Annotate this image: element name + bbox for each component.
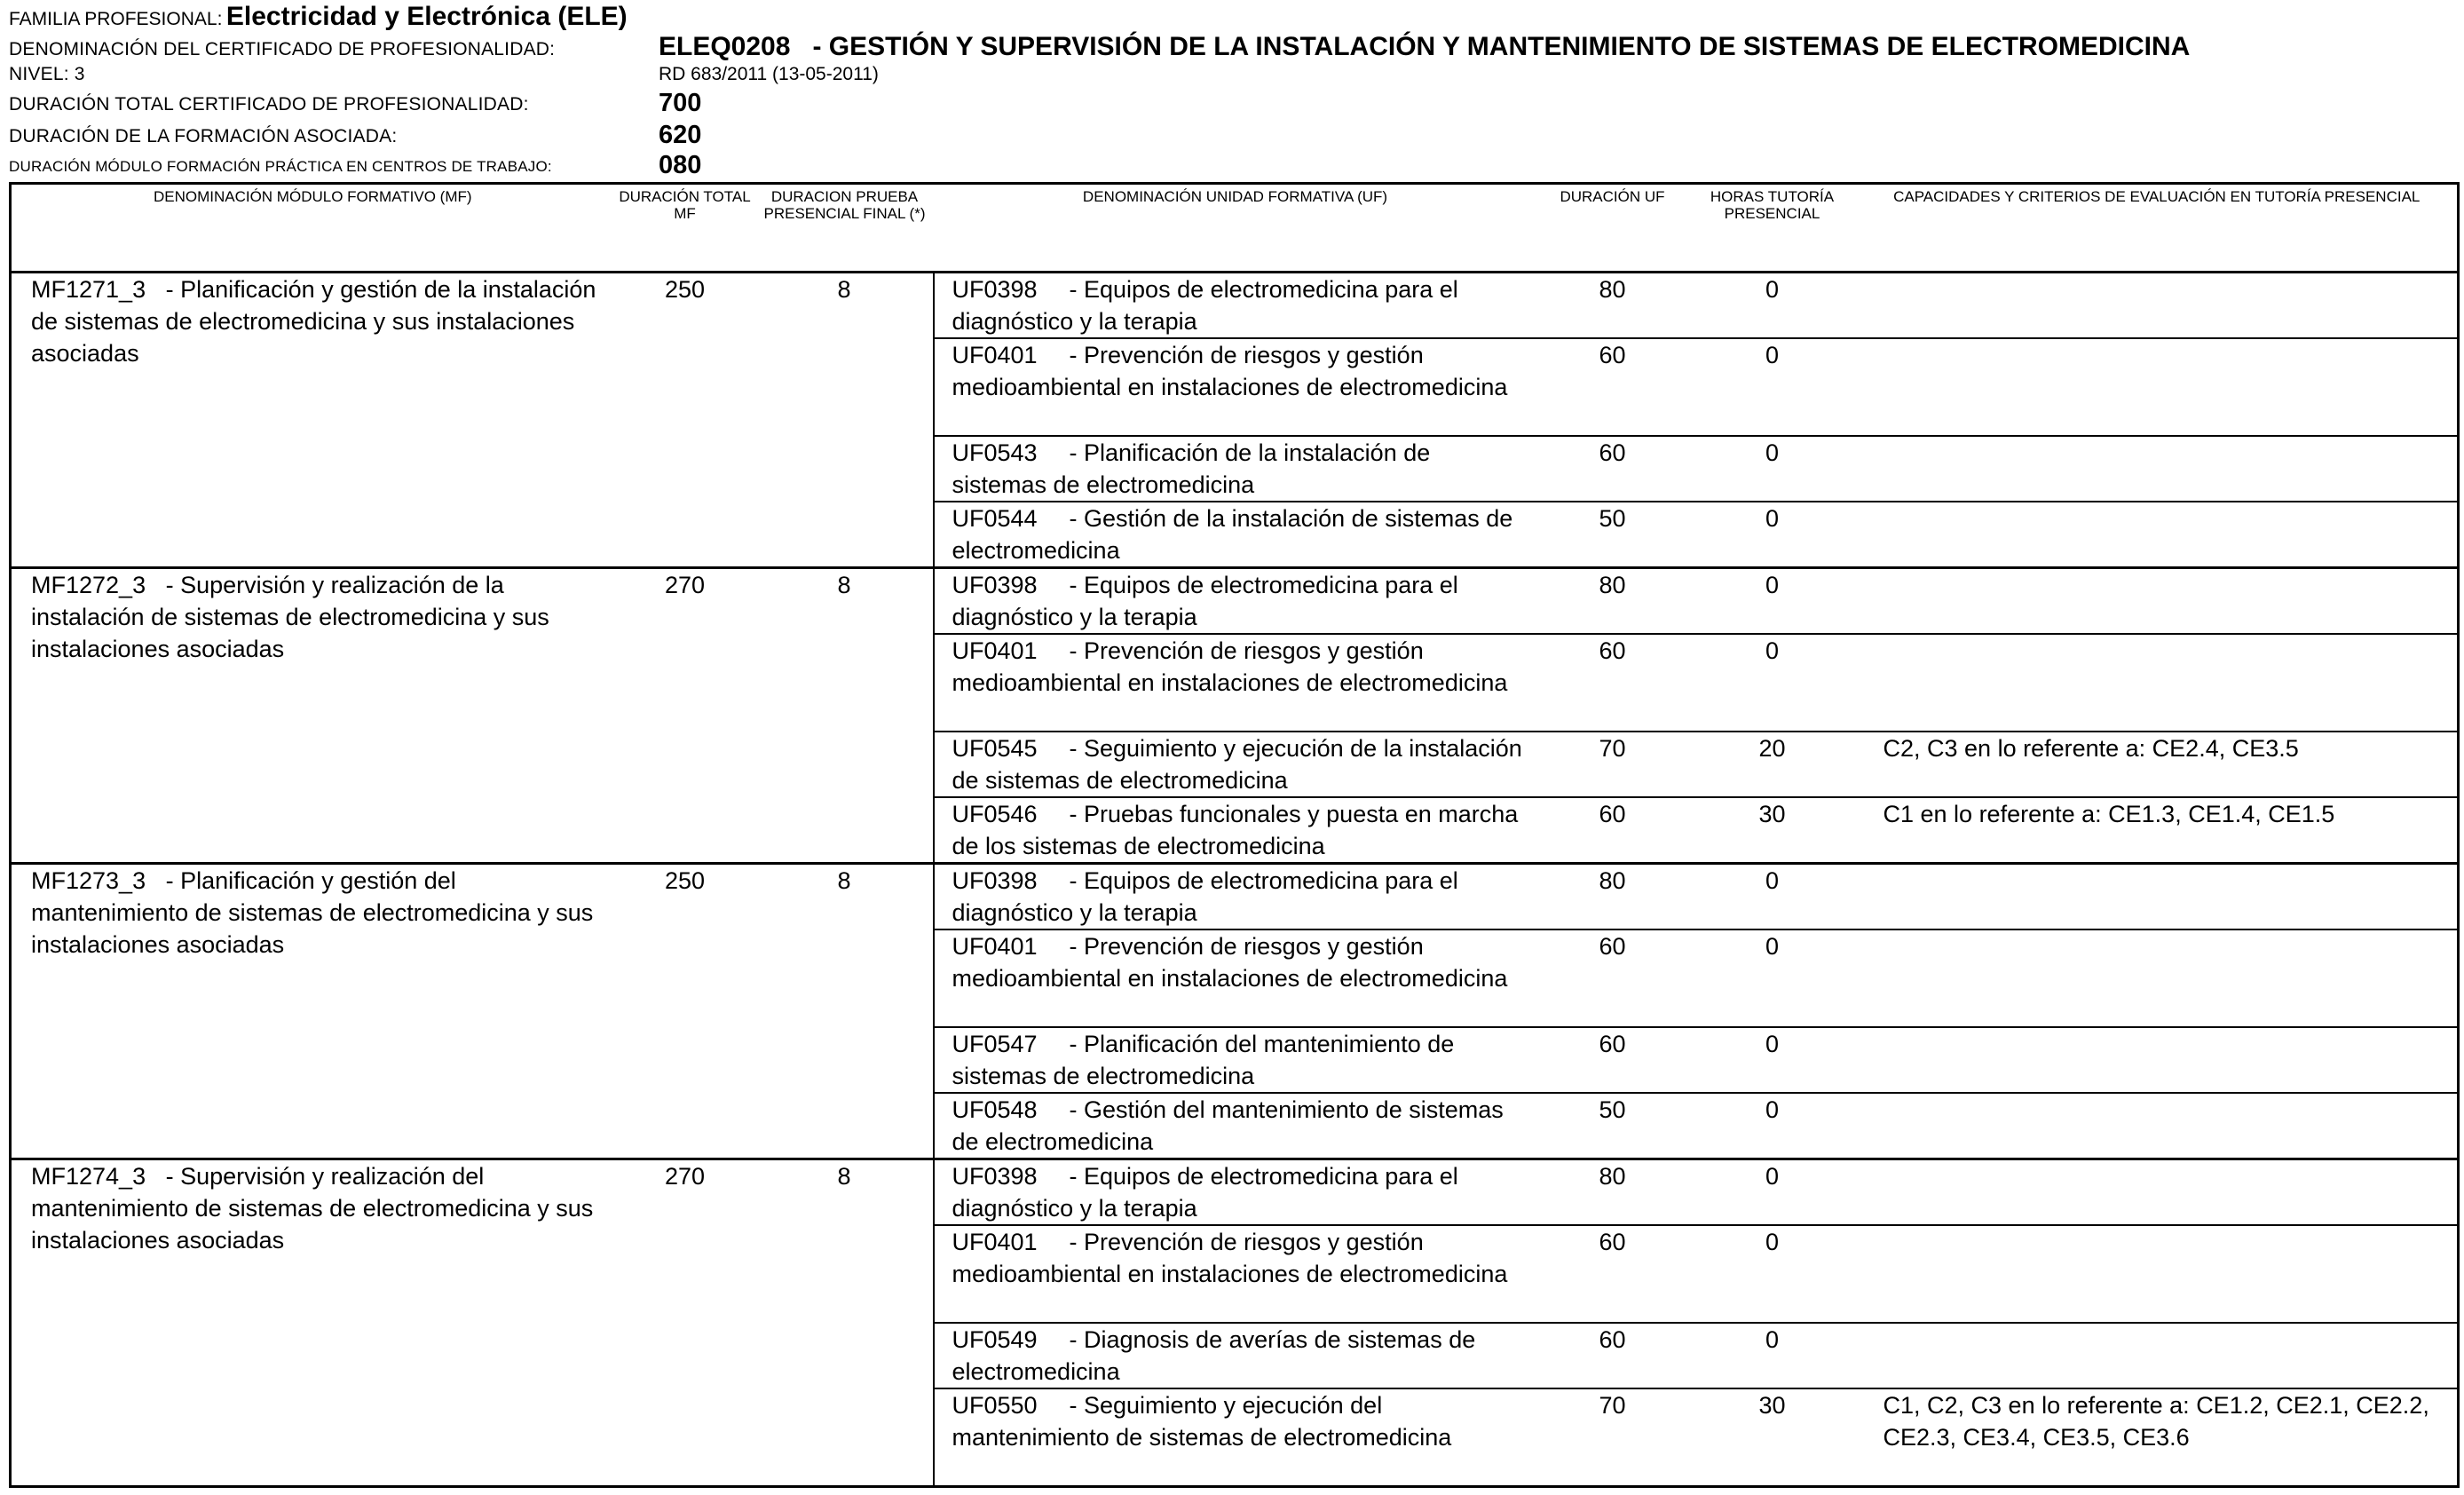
- uf-duration: 60: [1537, 797, 1688, 864]
- duracion-total-value: 700: [659, 89, 702, 117]
- familia-label: FAMILIA PROFESIONAL:: [9, 9, 223, 29]
- uf-code: UF0401: [952, 637, 1038, 664]
- uf-name: - Equipos de electromedicina para el diagnóstico y la terapia: [952, 1163, 1458, 1222]
- uf-code: UF0550: [952, 1392, 1038, 1419]
- uf-capacidades: [1857, 864, 2459, 930]
- uf-capacidades: [1857, 929, 2459, 1027]
- uf-tutoria: 0: [1688, 634, 1857, 732]
- uf-duration: 80: [1537, 864, 1688, 930]
- uf-tutoria: 0: [1688, 1027, 1857, 1093]
- uf-name: - Seguimiento y ejecución de la instalación de sistemas de electromedicina: [952, 735, 1522, 794]
- uf-capacidades: C1 en lo referente a: CE1.3, CE1.4, CE1.5: [1857, 797, 2459, 864]
- uf-name: - Equipos de electromedicina para el diagnóstico y la terapia: [952, 867, 1458, 926]
- uf-cell: [934, 634, 1537, 732]
- uf-code: UF0543: [952, 439, 1038, 466]
- col-header-prueba: DURACION PRUEBA PRESENCIAL FINAL (*): [756, 184, 934, 273]
- uf-name: - Seguimiento y ejecución del mantenimiento de sistemas de electromedicina: [952, 1392, 1452, 1451]
- module-cell: [11, 568, 614, 864]
- uf-duration: 70: [1537, 1388, 1688, 1487]
- uf-code: UF0401: [952, 1229, 1038, 1255]
- uf-duration: 60: [1537, 634, 1688, 732]
- certificate-code: ELEQ0208: [659, 32, 791, 61]
- uf-tutoria: 0: [1688, 1159, 1857, 1226]
- uf-tutoria: 0: [1688, 1323, 1857, 1388]
- duracion-total-label: DURACIÓN TOTAL CERTIFICADO DE PROFESIONALIDAD:: [9, 94, 529, 115]
- module-prueba: 8: [756, 864, 934, 1159]
- uf-name: - Diagnosis de averías de sistemas de electromedicina: [952, 1326, 1476, 1385]
- uf-tutoria: 0: [1688, 864, 1857, 930]
- module-duration: 250: [614, 864, 756, 1159]
- uf-code: UF0401: [952, 933, 1038, 960]
- uf-cell: [934, 1027, 1537, 1093]
- uf-cell: [934, 864, 1537, 930]
- table-header-row: [11, 184, 2459, 273]
- col-header-dur-uf: DURACIÓN UF: [1537, 184, 1688, 273]
- module-code: MF1273_3: [31, 867, 146, 894]
- col-header-mf: DENOMINACIÓN MÓDULO FORMATIVO (MF): [11, 184, 614, 273]
- nivel-label: NIVEL: 3: [9, 64, 85, 84]
- uf-name: - Prevención de riesgos y gestión medioambiental en instalaciones de electromedicina: [952, 1229, 1508, 1287]
- uf-code: UF0398: [952, 867, 1038, 894]
- module-cell: [11, 273, 614, 568]
- col-header-uf: DENOMINACIÓN UNIDAD FORMATIVA (UF): [934, 184, 1537, 273]
- uf-cell: [934, 568, 1537, 635]
- module-prueba: 8: [756, 1159, 934, 1487]
- uf-capacidades: [1857, 568, 2459, 635]
- uf-duration: 50: [1537, 1093, 1688, 1159]
- uf-capacidades: [1857, 1027, 2459, 1093]
- uf-code: UF0398: [952, 1163, 1038, 1190]
- uf-duration: 60: [1537, 929, 1688, 1027]
- module-code: MF1272_3: [31, 572, 146, 598]
- uf-name: - Planificación del mantenimiento de sistemas de electromedicina: [952, 1031, 1455, 1089]
- uf-cell: [934, 273, 1537, 339]
- uf-capacidades: [1857, 338, 2459, 436]
- uf-cell: [934, 1159, 1537, 1226]
- uf-cell: [934, 1093, 1537, 1159]
- uf-capacidades: [1857, 436, 2459, 502]
- uf-capacidades: [1857, 1159, 2459, 1226]
- module-prueba: 8: [837, 276, 851, 303]
- certificate-name: - GESTIÓN Y SUPERVISIÓN DE LA INSTALACIÓN Y MANTENIMIENTO DE SISTEMAS DE ELECTROMEDICINA: [812, 32, 2191, 61]
- module-prueba: 8: [756, 568, 934, 864]
- duracion-practica-value: 080: [659, 151, 702, 179]
- uf-cell: [934, 732, 1537, 797]
- uf-code: UF0549: [952, 1326, 1038, 1353]
- uf-tutoria: 0: [1688, 502, 1857, 568]
- denominacion-label: DENOMINACIÓN DEL CERTIFICADO DE PROFESIONALIDAD:: [9, 39, 556, 59]
- module-code: MF1274_3: [31, 1163, 146, 1190]
- uf-name: - Planificación de la instalación de sistemas de electromedicina: [952, 439, 1431, 498]
- uf-capacidades: [1857, 273, 2459, 339]
- uf-cell: [934, 1388, 1537, 1487]
- uf-duration: 60: [1537, 1027, 1688, 1093]
- uf-cell: [934, 502, 1537, 568]
- module-code: MF1271_3: [31, 276, 146, 303]
- uf-duration: 60: [1537, 338, 1688, 436]
- uf-name: - Pruebas funcionales y puesta en marcha de los sistemas de electromedicina: [952, 801, 1519, 859]
- module-name: - Supervisión y realización de la instalación de sistemas de electromedicina y sus instalaciones asociadas: [31, 572, 549, 662]
- duracion-formacion-value: 620: [659, 121, 702, 149]
- module-name: - Planificación y gestión de la instalación de sistemas de electromedicina y sus instalaciones asociadas: [31, 276, 596, 367]
- uf-name: - Prevención de riesgos y gestión medioambiental en instalaciones de electromedicina: [952, 933, 1508, 992]
- uf-cell: [934, 1323, 1537, 1388]
- module-duration: 270: [614, 568, 756, 864]
- module-cell: [11, 1159, 614, 1487]
- uf-cell: [934, 338, 1537, 436]
- uf-name: - Gestión de la instalación de sistemas de electromedicina: [952, 505, 1513, 564]
- uf-tutoria: 0: [1688, 568, 1857, 635]
- uf-cell: [934, 929, 1537, 1027]
- uf-duration: 80: [1537, 568, 1688, 635]
- module-name: - Planificación y gestión del mantenimiento de sistemas de electromedicina y sus instalaciones asociadas: [31, 867, 594, 958]
- rd-text: RD 683/2011 (13-05-2011): [659, 64, 879, 84]
- uf-duration: 60: [1537, 1323, 1688, 1388]
- uf-duration: 80: [1537, 1159, 1688, 1226]
- uf-capacidades: [1857, 1323, 2459, 1388]
- uf-duration: 70: [1537, 732, 1688, 797]
- col-header-tutoria: HORAS TUTORÍA PRESENCIAL: [1688, 184, 1857, 273]
- col-header-capacidades: CAPACIDADES Y CRITERIOS DE EVALUACIÓN EN TUTORÍA PRESENCIAL: [1857, 184, 2459, 273]
- uf-capacidades: [1857, 634, 2459, 732]
- duracion-formacion-label: DURACIÓN DE LA FORMACIÓN ASOCIADA:: [9, 126, 398, 146]
- uf-tutoria: 0: [1688, 1225, 1857, 1323]
- uf-capacidades: C2, C3 en lo referente a: CE2.4, CE3.5: [1857, 732, 2459, 797]
- uf-code: UF0544: [952, 505, 1038, 532]
- uf-duration: 60: [1537, 1225, 1688, 1323]
- uf-tutoria: 0: [1688, 1093, 1857, 1159]
- module-duration: 250: [664, 276, 706, 303]
- uf-tutoria: 0: [1688, 929, 1857, 1027]
- module-duration: 270: [614, 1159, 756, 1487]
- uf-tutoria: 0: [1765, 276, 1780, 303]
- table-row: [11, 568, 2459, 635]
- uf-code: UF0547: [952, 1031, 1038, 1057]
- uf-duration: 80: [1599, 276, 1626, 303]
- table-row: [11, 273, 2459, 339]
- uf-duration: 60: [1537, 436, 1688, 502]
- uf-tutoria: 20: [1688, 732, 1857, 797]
- uf-capacidades: [1857, 1225, 2459, 1323]
- uf-tutoria: 30: [1688, 797, 1857, 864]
- uf-name: - Prevención de riesgos y gestión medioambiental en instalaciones de electromedicina: [952, 342, 1508, 400]
- uf-code: UF0545: [952, 735, 1038, 762]
- uf-capacidades: [1857, 502, 2459, 568]
- module-cell: [11, 864, 614, 1159]
- uf-name: - Gestión del mantenimiento de sistemas de electromedicina: [952, 1096, 1504, 1155]
- uf-cell: [934, 436, 1537, 502]
- uf-code: UF0398: [952, 572, 1038, 598]
- training-plan-table: [9, 182, 2460, 1488]
- duracion-practica-label: DURACIÓN MÓDULO FORMACIÓN PRÁCTICA EN CENTROS DE TRABAJO:: [9, 158, 552, 175]
- uf-code: UF0546: [952, 801, 1038, 827]
- familia-line: [9, 2, 628, 32]
- uf-tutoria: 0: [1688, 436, 1857, 502]
- uf-duration: 50: [1537, 502, 1688, 568]
- familia-value: Electricidad y Electrónica (ELE): [225, 2, 628, 31]
- uf-cell: [934, 1225, 1537, 1323]
- uf-cell: [934, 797, 1537, 864]
- certificate-title: [659, 32, 2190, 62]
- table-row: [11, 864, 2459, 930]
- uf-name: - Equipos de electromedicina para el diagnóstico y la terapia: [952, 572, 1458, 630]
- uf-name: - Equipos de electromedicina para el diagnóstico y la terapia: [952, 276, 1458, 335]
- uf-code: UF0548: [952, 1096, 1038, 1123]
- table-row: [11, 1159, 2459, 1226]
- uf-capacidades: [1857, 1093, 2459, 1159]
- module-name: - Supervisión y realización del mantenimiento de sistemas de electromedicina y sus instalaciones asociadas: [31, 1163, 594, 1254]
- uf-code: UF0398: [952, 276, 1038, 303]
- col-header-dur-mf: DURACIÓN TOTAL MF: [614, 184, 756, 273]
- uf-name: - Prevención de riesgos y gestión medioambiental en instalaciones de electromedicina: [952, 637, 1508, 696]
- uf-capacidades: C1, C2, C3 en lo referente a: CE1.2, CE2.1, CE2.2, CE2.3, CE3.4, CE3.5, CE3.6: [1857, 1388, 2459, 1487]
- uf-tutoria: 0: [1688, 338, 1857, 436]
- uf-tutoria: 30: [1688, 1388, 1857, 1487]
- uf-code: UF0401: [952, 342, 1038, 368]
